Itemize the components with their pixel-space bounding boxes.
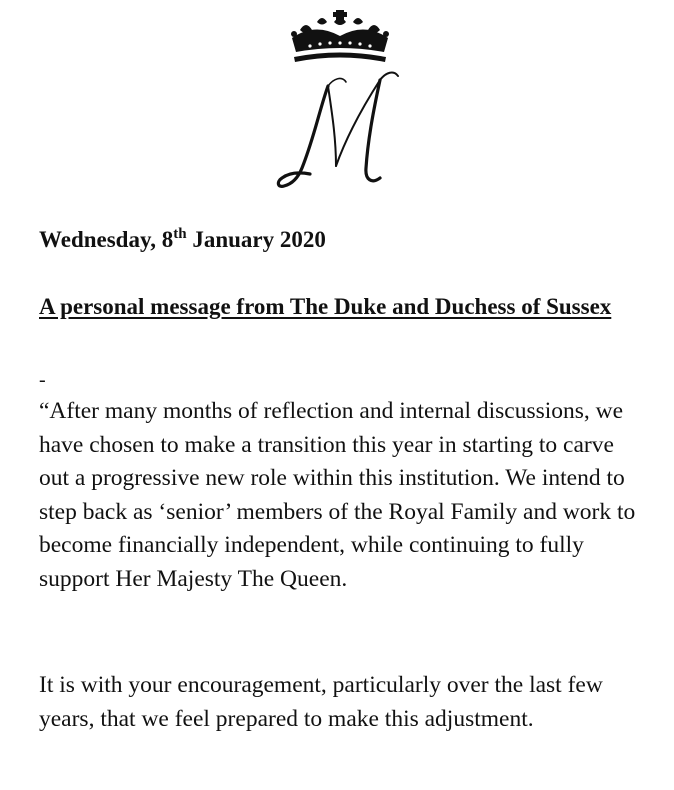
statement-heading: A personal message from The Duke and Duchess of Sussex [39,294,612,319]
separator-dash: - [39,369,46,391]
paragraph-1: “After many months of reflection and internal discussions, we have chosen to make a transition this year in starting to carve out a progressive new role within this institution. We intend to step back as ‘senior’ members of the Royal Family and work to become financially independent, while continuing to fully support Her Majesty The Queen. [39,398,636,592]
crown-monogram-logo [270,8,410,198]
crown-icon [291,10,389,62]
date-month-year: January 2020 [192,227,326,252]
letter-m-script [278,73,398,187]
statement-date [39,225,326,255]
date-weekday-day: Wednesday, 8 [39,227,174,252]
date-ordinal-suffix: th [173,226,187,242]
paragraph-2: It is with your encouragement, particularly over the last few years, that we feel prepared to make this adjustment. [39,672,603,732]
